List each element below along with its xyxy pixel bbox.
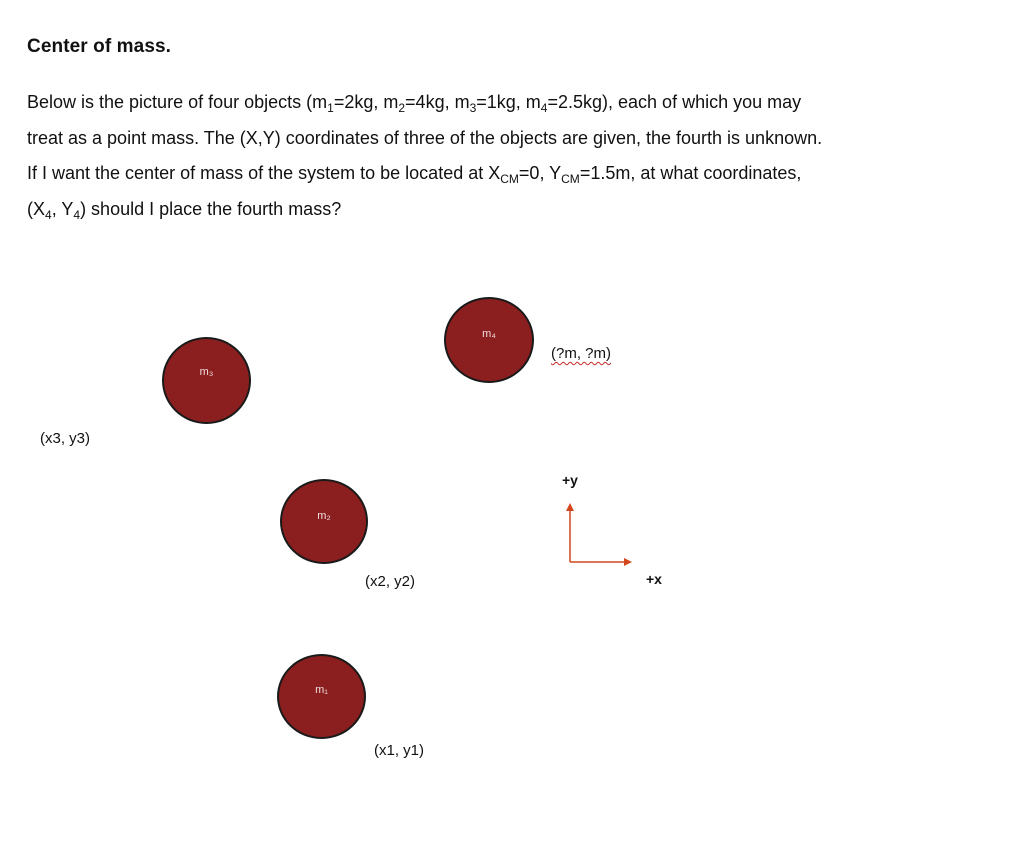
mass-m1-coordinates: (x1, y1) (374, 742, 425, 759)
problem-line-4: ($X_4$, $Y_4$) should I place the fourth mass? (27, 198, 342, 222)
mass-m3-label: m₃ (199, 365, 214, 378)
mass-m4-label: m₄ (482, 328, 496, 340)
problem-line-2: treat as a point mass. The (X,Y) coordinates of three of the objects are given, the fourth is unknown. (27, 127, 823, 148)
problem-line-1: Below is the picture of four objects ($m_1=2kg$, $m_2=4kg$, $m_3=1kg$, $m_4=2.5kg$), each of which you may (27, 92, 802, 115)
mass-m3-coordinates: (x3, y3) (40, 430, 91, 447)
problem-title: Center of mass. (27, 36, 172, 57)
mass-m2-coordinates: (x2, y2) (365, 573, 416, 590)
y-axis-label: +y (562, 472, 578, 488)
problem-line-3: If I want the center of mass of the system to be located at $X_{CM}=0$, $Y_{CM}=1.5m$, at what coordinates, (27, 163, 802, 186)
mass-m4-coordinates: (?m, ?m) (551, 345, 611, 362)
mass-m1-label: m₁ (315, 683, 328, 696)
mass-m2-label: m₂ (317, 509, 331, 522)
x-axis-label: +x (646, 571, 662, 587)
